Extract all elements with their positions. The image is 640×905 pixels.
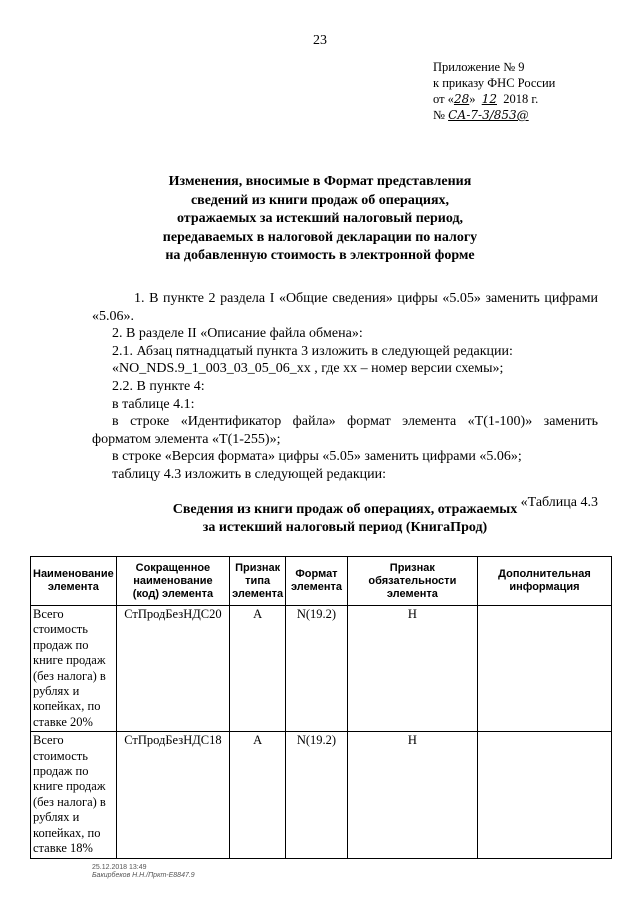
body-text [92, 290, 598, 511]
column-header: Дополнительная информация [477, 557, 611, 606]
table-cell [477, 732, 611, 858]
stamp-line: 25.12.2018 13:49 [92, 864, 147, 871]
table-cell: Н [347, 606, 477, 732]
table-title-line: за истекший налоговый период (КнигаПрод) [202, 520, 488, 535]
table-caption: «Таблица 4.3 [520, 494, 598, 510]
appendix-number: № СА-7-3/853@ [433, 108, 529, 122]
table-cell: Н [347, 732, 477, 858]
column-header: Наименование элемента [31, 557, 117, 606]
title-line: на добавленную стоимость в электронной форме [165, 248, 475, 263]
table-row [31, 732, 612, 858]
table-cell: СтПродБезНДС20 [116, 606, 229, 732]
handwritten-month: 12 [481, 92, 497, 106]
paragraph: в строке «Идентификатор файла» формат элемента «T(1-100)» заменить форматом элемента «T(1-255)»; [92, 414, 598, 447]
paragraph: «NO_NDS.9_1_003_03_05_06_xx , где xx – номер версии схемы»; [112, 361, 504, 377]
table-cell: А [230, 606, 286, 732]
data-table [30, 556, 612, 859]
appendix-header [433, 59, 555, 123]
appendix-date: от «28» 12 2018 г. [433, 92, 539, 106]
column-header: Формат элемента [286, 557, 348, 606]
paragraph: таблицу 4.3 изложить в следующей редакции: [112, 466, 387, 482]
table-cell: Всего стоимость продаж по книге продаж (без налога) в рублях и копейках, по ставке 18% [31, 732, 117, 858]
column-header: Сокращенное наименование (код) элемента [116, 557, 229, 606]
paragraph: 2.2. В пункте 4: [112, 378, 205, 394]
page-number: 23 [313, 33, 327, 48]
column-header: Признак типа элемента [230, 557, 286, 606]
stamp-line: Бакирбеков Н.Н./Пркт-Е8847.9 [92, 872, 195, 879]
paragraph: 2.1. Абзац пятнадцатый пункта 3 изложить в следующей редакции: [112, 343, 513, 359]
paragraph: в таблице 4.1: [112, 396, 195, 412]
table-cell: СтПродБезНДС18 [116, 732, 229, 858]
table-cell: N(19.2) [286, 732, 348, 858]
paragraph: в строке «Версия формата» цифры «5.05» заменить цифрами «5.06»; [112, 449, 522, 465]
appendix-line: Приложение № 9 [433, 60, 525, 74]
table-title [110, 501, 580, 537]
table-row [31, 606, 612, 732]
table-cell: N(19.2) [286, 606, 348, 732]
paragraph: 2. В разделе II «Описание файла обмена»: [112, 326, 363, 342]
title-line: Изменения, вносимые в Формат представления [168, 174, 472, 189]
table-cell: А [230, 732, 286, 858]
document-title [60, 173, 580, 266]
handwritten-day: 28 [453, 92, 470, 106]
table-cell: Всего стоимость продаж по книге продаж (без налога) в рублях и копейках, по ставке 20% [31, 606, 117, 732]
table-cell [477, 606, 611, 732]
title-line: сведений из книги продаж об операциях, [190, 192, 450, 208]
table-title-line: Сведения из книги продаж об операциях, отражаемых [172, 502, 518, 517]
table-header-row [31, 557, 612, 606]
handwritten-number: СА-7-3/853@ [448, 108, 529, 122]
column-header: Признак обязательности элемента [347, 557, 477, 606]
title-line: передаваемых в налоговой декларации по налогу [162, 229, 478, 245]
paragraph: 1. В пункте 2 раздела I «Общие сведения» цифры «5.05» заменить цифрами «5.06». [92, 291, 598, 324]
footer-stamp [92, 864, 195, 880]
title-line: отражаемых за истекший налоговый период, [176, 211, 464, 226]
appendix-line: к приказу ФНС России [433, 76, 556, 90]
